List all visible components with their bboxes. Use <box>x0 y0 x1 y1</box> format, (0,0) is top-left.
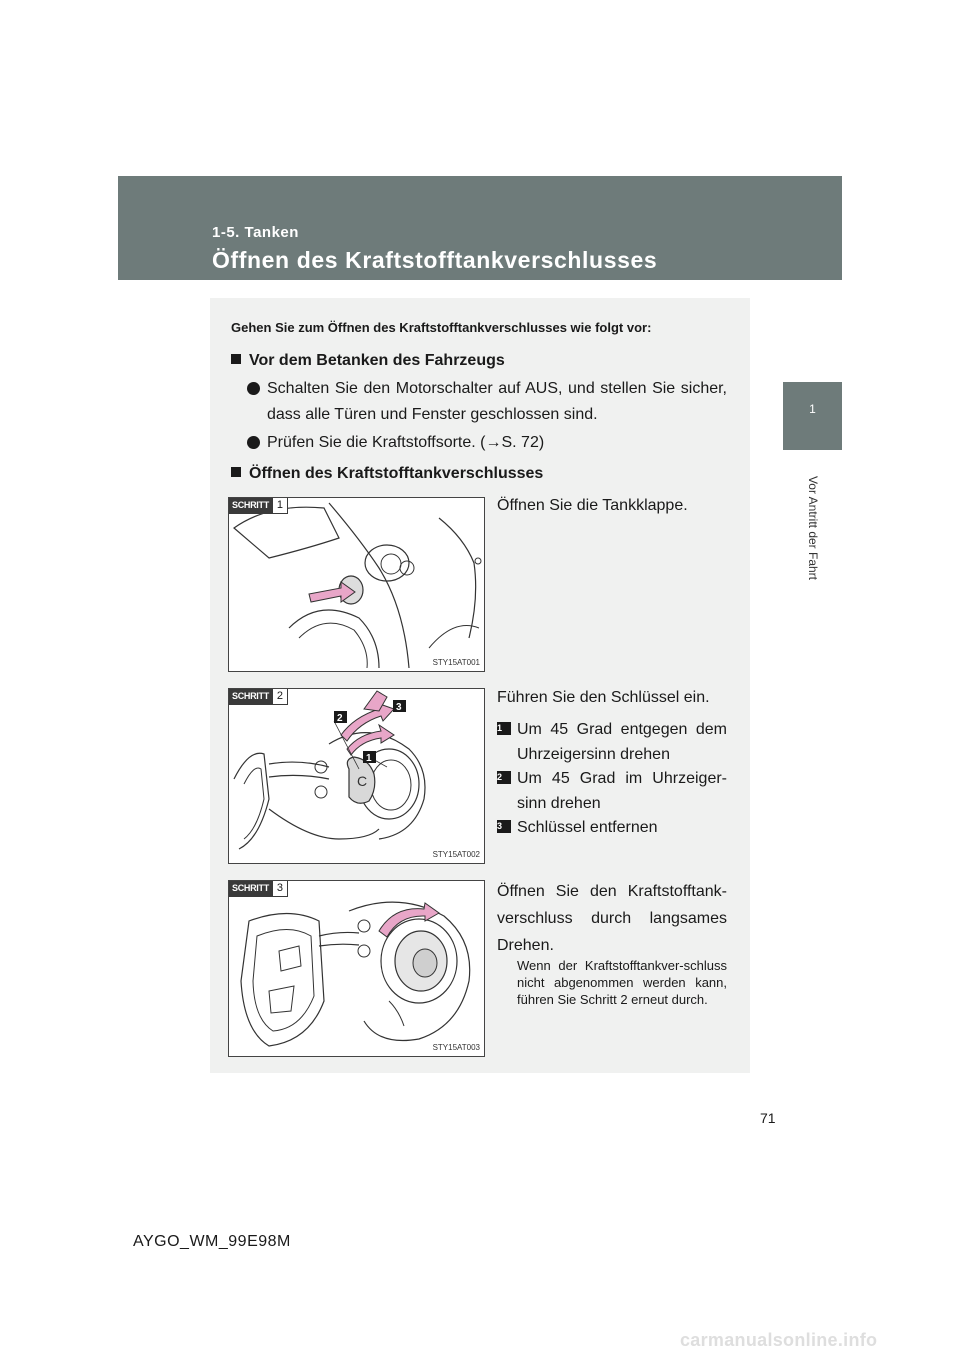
number-marker-icon: 2 <box>497 771 511 784</box>
fuel-door-illustration <box>229 498 484 671</box>
sub-item: 3 Schlüssel entfernen <box>497 819 658 836</box>
page-title: Öffnen des Kraftstofftankverschlusses <box>212 247 658 273</box>
image-code: STY15AT002 <box>432 850 480 859</box>
bullet-item: Prüfen Sie die Kraftstoffsorte. (→S. 72) <box>247 430 727 456</box>
footer-code: AYGO_WM_99E98M <box>133 1233 291 1250</box>
chapter-side-label: Vor Antritt der Fahrt <box>806 475 820 581</box>
section-label: 1-5. Tanken <box>212 224 299 241</box>
svg-text:1: 1 <box>366 753 372 764</box>
svg-text:3: 3 <box>396 702 402 713</box>
svg-text:C: C <box>357 773 368 789</box>
step2-text: Führen Sie den Schlüssel ein. <box>497 689 710 706</box>
step1-figure <box>228 497 485 672</box>
page-number: 71 <box>760 1110 776 1126</box>
step-badge: SCHRITT 2 <box>229 689 288 705</box>
number-marker-icon: 1 <box>497 722 511 735</box>
bullet-dot-icon <box>247 436 260 449</box>
sub-item: 2 Um 45 Grad im Uhrzeiger-sinn drehen <box>497 770 727 812</box>
sub-item: 1 Um 45 Grad entgegen dem Uhrzeigersinn drehen <box>497 721 727 763</box>
square-bullet-icon <box>231 467 241 477</box>
heading-open-cap: Öffnen des Kraftstofftankverschlusses <box>231 465 543 483</box>
square-bullet-icon <box>231 354 241 364</box>
image-code: STY15AT003 <box>432 1043 480 1052</box>
watermark: carmanualsonline.info <box>680 1330 878 1350</box>
step1-text: Öffnen Sie die Tankklappe. <box>497 497 688 514</box>
intro-text: Gehen Sie zum Öffnen des Kraftstofftankverschlusses wie folgt vor: <box>231 320 652 335</box>
step2-figure <box>228 688 485 864</box>
step-badge: SCHRITT 3 <box>229 881 288 897</box>
bullet-item: Schalten Sie den Motorschalter auf AUS, und stellen Sie sicher, dass alle Türen und Fenster geschlossen sind. <box>247 376 727 428</box>
chapter-number: 1 <box>809 402 816 416</box>
heading-before-refuel: Vor dem Betanken des Fahrzeugs <box>231 352 505 370</box>
number-marker-icon: 3 <box>497 820 511 833</box>
step3-note: Wenn der Kraftstofftankver-schluss nicht abgenommen werden kann, führen Sie Schritt 2 erneut durch. <box>517 958 727 1007</box>
chapter-tab <box>783 382 842 450</box>
key-insert-illustration <box>229 689 484 863</box>
step3-text: Öffnen Sie den Kraftstofftank-verschluss durch langsames Drehen. <box>497 883 727 954</box>
bullet-dot-icon <box>247 382 260 395</box>
step-badge: SCHRITT 1 <box>229 498 288 514</box>
image-code: STY15AT001 <box>432 658 480 667</box>
svg-text:2: 2 <box>337 713 343 724</box>
step3-figure <box>228 880 485 1057</box>
fuel-cap-illustration <box>229 881 484 1056</box>
